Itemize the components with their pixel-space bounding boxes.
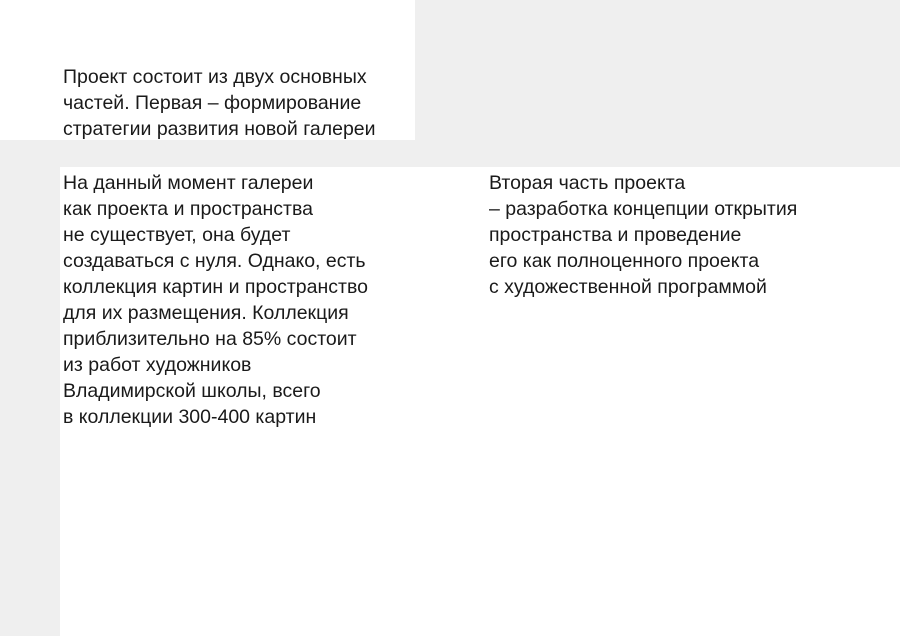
left-column-line: как проекта и пространства xyxy=(63,198,313,220)
left-column-line: из работ художников xyxy=(63,354,252,376)
left-column-line: приблизительно на 85% состоит xyxy=(63,328,357,350)
right-column-line: с художественной программой xyxy=(489,276,767,298)
left-column-line: для их размещения. Коллекция xyxy=(63,302,349,324)
right-column-line: пространства и проведение xyxy=(489,224,742,246)
left-column-line: Владимирской школы, всего xyxy=(63,380,321,402)
left-column-paragraph xyxy=(63,170,368,430)
left-column-line: в коллекции 300-400 картин xyxy=(63,406,317,428)
right-column-line: Вторая часть проекта xyxy=(489,172,686,194)
left-column-line: На данный момент галереи xyxy=(63,172,314,194)
right-column-line: – разработка концепции открытия xyxy=(489,198,798,220)
gray-panel-left xyxy=(0,140,60,636)
left-column-line: коллекция картин и пространство xyxy=(63,276,368,298)
intro-paragraph xyxy=(63,64,376,142)
right-column-line: его как полноценного проекта xyxy=(489,250,760,272)
intro-line: Проект состоит из двух основных xyxy=(63,66,367,88)
intro-line: частей. Первая – формирование xyxy=(63,92,362,114)
left-column-line: не существует, она будет xyxy=(63,224,291,246)
intro-line: стратегии развития новой галереи xyxy=(63,118,376,140)
left-column-line: создаваться с нуля. Однако, есть xyxy=(63,250,366,272)
gray-band-horizontal xyxy=(0,140,900,167)
right-column-paragraph xyxy=(489,170,797,300)
